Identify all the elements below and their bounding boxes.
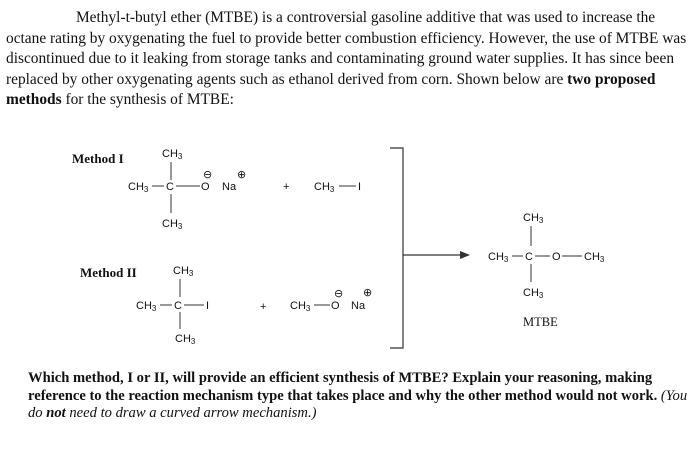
method-1-label: Method I xyxy=(72,151,124,166)
intro-text-2: for the synthesis of MTBE: xyxy=(61,91,234,109)
m1-bottom-ch3: CH3 xyxy=(162,218,183,231)
m1-sodium-positive-charge: ⊕ xyxy=(237,169,247,181)
m2-oxygen: O xyxy=(331,300,340,312)
m2-bottom-ch3: CH3 xyxy=(175,333,196,346)
prod-oxygen: O xyxy=(552,251,561,263)
method-2-label: Method II xyxy=(80,265,137,280)
m2-top-ch3: CH3 xyxy=(173,265,194,278)
m2-oxygen-negative-charge: ⊖ xyxy=(334,288,344,300)
question-paragraph xyxy=(28,370,698,423)
m1-iodine: I xyxy=(358,181,362,193)
question-bold-1: Which method, I or II, will provide an efficient synthesis of MTBE? Explain your reasoning, xyxy=(28,370,602,386)
prod-right-ch3: CH3 xyxy=(584,251,605,264)
reaction-bracket-arrow xyxy=(390,148,470,348)
m1-oxygen-negative-charge: ⊖ xyxy=(203,169,213,181)
m2-methyl: CH3 xyxy=(290,300,311,313)
m1-plus-sign: + xyxy=(283,181,290,193)
prod-bottom-ch3: CH3 xyxy=(523,287,544,300)
prod-central-carbon: C xyxy=(525,251,533,263)
prod-left-ch3: CH3 xyxy=(488,251,509,264)
method-2-sodium-methoxide xyxy=(290,287,372,313)
m1-central-carbon: C xyxy=(166,181,174,193)
question-not-emphasis: not xyxy=(46,405,66,421)
m1-methyl: CH3 xyxy=(314,181,335,194)
intro-paragraph xyxy=(6,8,696,111)
m2-central-carbon: C xyxy=(174,300,182,312)
m2-iodine: I xyxy=(206,300,210,312)
product-mtbe-structure xyxy=(488,212,605,329)
question-italic: (You do not need to draw a curved arrow mechanism.) xyxy=(28,387,688,421)
intro-bold-text: two proposed methods xyxy=(6,70,656,109)
m2-sodium-positive-charge: ⊕ xyxy=(363,287,373,299)
m1-left-ch3: CH3 xyxy=(128,181,149,194)
m1-sodium: Na xyxy=(222,181,237,193)
m2-plus-sign: + xyxy=(260,301,267,313)
m1-oxygen: O xyxy=(201,181,210,193)
method-2-tert-butyl-iodide xyxy=(136,265,209,346)
intro-text-1: Methyl-t-butyl ether (MTBE) is a controversial gasoline additive that was used to increase the octane rating by oxygenating the fuel to provide better combustion efficiency. However, the use of MTBE was discontinued due to it leaking from storage tanks and contaminating ground water supplies. It has since been replaced by other oxygenating agents such as ethanol derived from corn. Shown below are xyxy=(6,9,687,88)
prod-top-ch3: CH3 xyxy=(523,212,544,225)
reaction-scheme xyxy=(0,130,700,365)
m2-sodium: Na xyxy=(351,300,366,312)
question-bold-2: making reference to the reaction mechanism type that takes place and why the other method would not work. xyxy=(28,370,658,404)
method-1-tert-butoxide xyxy=(128,148,246,231)
method-1-methyl-iodide xyxy=(314,181,361,194)
product-label: MTBE xyxy=(523,315,558,329)
m2-left-ch3: CH3 xyxy=(136,300,157,313)
m1-top-ch3: CH3 xyxy=(162,148,183,161)
